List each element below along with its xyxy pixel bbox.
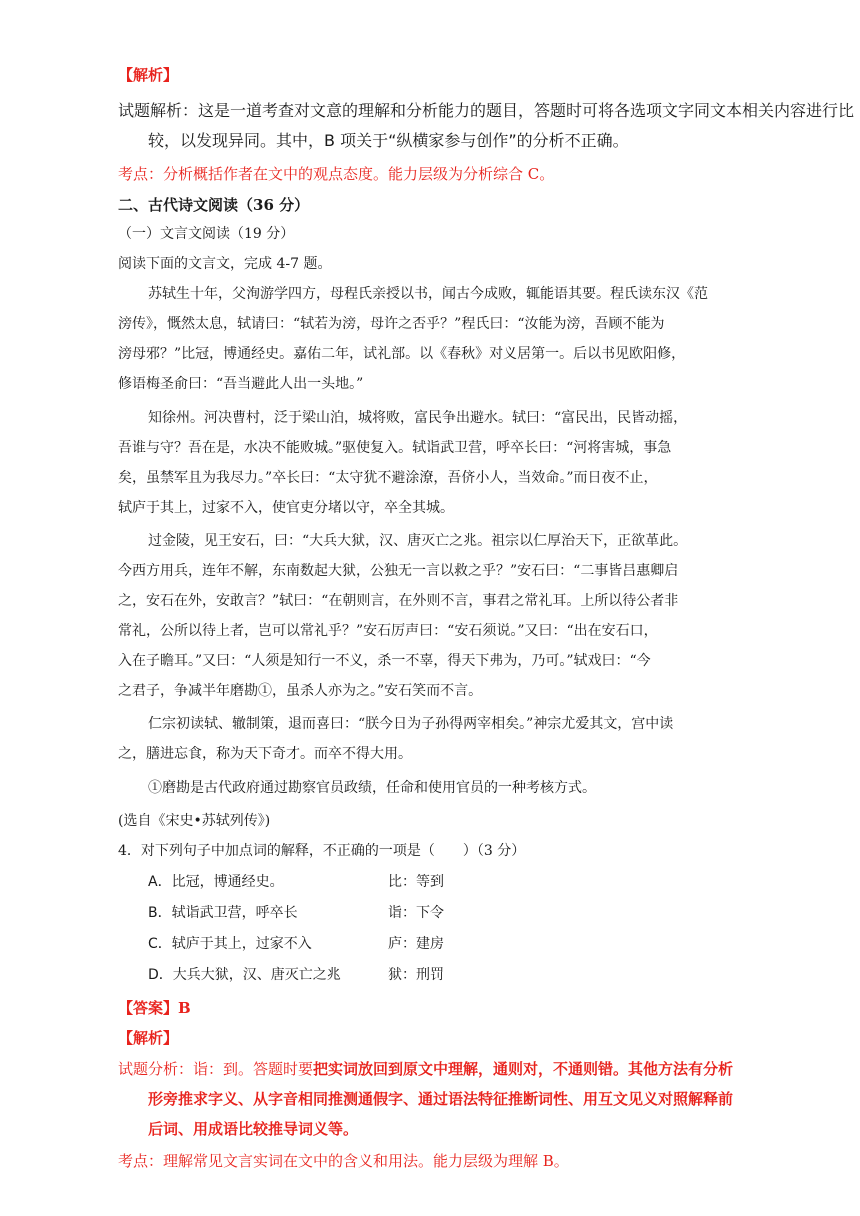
analysis-line-2: 较，以发现异同。其中，B 项关于“纵横家参与创作”的分析不正确。 <box>148 131 629 150</box>
passage-p4-line1: 仁宗初读轼、辙制策，退而喜曰：“朕今日为子孙得两宰相矣。”神宗尤爱其文，宫中读 <box>148 716 674 732</box>
kaodian-2: 考点：理解常见文言实词在文中的含义和用法。能力层级为理解 B。 <box>118 1152 569 1170</box>
passage-source: (选自《宋史•苏轼列传》) <box>118 813 271 829</box>
jiexi-label-2: 【解析】 <box>118 1029 179 1047</box>
passage-p3-line6: 之君子，争减半年磨勘①，虽杀人亦为之。”安石笑而不言。 <box>118 683 483 699</box>
passage-p2-line3: 矣，虽禁军且为我尽力。”卒长曰：“太守犹不避涂潦，吾侪小人，当效命。”而日夜不止， <box>118 470 658 486</box>
passage-p3-line2: 今西方用兵，连年不解，东南数起大狱，公独无一言以救之乎？”安石曰：“二事皆吕惠卿启 <box>118 563 679 579</box>
passage-p3-line3: 之，安石在外，安敢言？”轼曰：“在朝则言，在外则不言，事君之常礼耳。上所以待公者非 <box>118 593 679 609</box>
option-c-text: C．轼庐于其上，过家不入 <box>148 936 312 952</box>
jiexi-label-1: 【解析】 <box>118 66 179 84</box>
option-d-gloss: 狱：刑罚 <box>388 967 444 983</box>
option-b-text: B．轼诣武卫营，呼卒长 <box>148 905 298 921</box>
passage-p1-line3: 滂母邪？”比冠，博通经史。嘉佑二年，试礼部。以《春秋》对义居第一。后以书见欧阳修， <box>118 346 686 362</box>
passage-p4-line2: 之，膳进忘食，称为天下奇才。而卒不得大用。 <box>118 746 412 762</box>
passage-p1-line1: 苏轼生十年，父洵游学四方，母程氏亲授以书，闻古今成败，辄能语其要。程氏读东汉《范 <box>148 286 708 302</box>
option-d <box>148 964 444 984</box>
passage-p2-line4: 轼庐于其上，过家不入，使官吏分堵以守，卒全其城。 <box>118 500 454 516</box>
passage-p3-line5: 入在子瞻耳。”又曰：“人须是知行一不义，杀一不辜，得天下弗为，乃可。”轼戏曰：“今 <box>118 653 651 669</box>
section-subtitle: （一）文言文阅读（19 分） <box>118 226 295 242</box>
passage-p3-line4: 常礼，公所以待上者，岂可以常礼乎？”安石厉声曰：“安石须说。”又曰：“出在安石口， <box>118 623 658 639</box>
question-stem: 4．对下列句子中加点词的解释，不正确的一项是（ ）（3 分） <box>118 843 526 859</box>
analysis-2-line-3: 后词、用成语比较推导词义等。 <box>148 1120 359 1138</box>
option-a-gloss: 比：等到 <box>388 874 444 890</box>
answer-label: 【答案】 <box>118 999 179 1017</box>
passage-p2-line2: 吾谁与守？吾在是，水决不能败城。”驱使复入。轼诣武卫营，呼卒长曰：“河将害城，事急 <box>118 440 672 456</box>
option-a-text: A．比冠，博通经史。 <box>148 874 284 890</box>
analysis-line-1: 试题解析：这是一道考查对文意的理解和分析能力的题目，答题时可将各选项文字同文本相关内容进行比 <box>118 101 855 120</box>
option-a <box>148 871 444 891</box>
option-b <box>148 902 444 922</box>
answer-line <box>118 997 191 1018</box>
analysis-2-prefix: 试题分析：诣：到。答题时要 <box>118 1060 314 1078</box>
analysis-2-line-1 <box>118 1058 733 1079</box>
section-title: 二、古代诗文阅读（36 分） <box>118 196 310 214</box>
analysis-2-line-2: 形旁推求字义、从字音相同推测通假字、通过语法特征推断词性、用互文见义对照解释前 <box>148 1090 734 1108</box>
passage-footnote: ①磨勘是古代政府通过勘察官员政绩，任命和使用官员的一种考核方式。 <box>148 780 596 796</box>
passage-p3-line1: 过金陵，见王安石，曰：“大兵大狱，汉、唐灭亡之兆。祖宗以仁厚治天下，正欲革此。 <box>148 533 688 549</box>
option-c-gloss: 庐：建房 <box>388 936 444 952</box>
section-instruction: 阅读下面的文言文，完成 4-7 题。 <box>118 256 332 272</box>
passage-p1-line2: 滂传》，慨然太息，轼请曰：“轼若为滂，母许之否乎？”程氏曰：“汝能为滂，吾顾不能为 <box>118 316 665 332</box>
passage-p2-line1: 知徐州。河决曹村，泛于梁山泊，城将败，富民争出避水。轼曰：“富民出，民皆动摇， <box>148 410 688 426</box>
option-b-gloss: 诣：下令 <box>388 905 444 921</box>
answer-value: B <box>178 999 191 1017</box>
passage-p1-line4: 修语梅圣俞曰：“吾当避此人出一头地。” <box>118 376 364 392</box>
analysis-2-emphasis: 把实词放回到原文中理解，通则对，不通则错。其他方法有分析 <box>313 1060 734 1078</box>
kaodian-1: 考点：分析概括作者在文中的观点态度。能力层级为分析综合 C。 <box>118 165 555 183</box>
option-d-text: D．大兵大狱，汉、唐灭亡之兆 <box>148 967 341 983</box>
option-c <box>148 933 444 953</box>
